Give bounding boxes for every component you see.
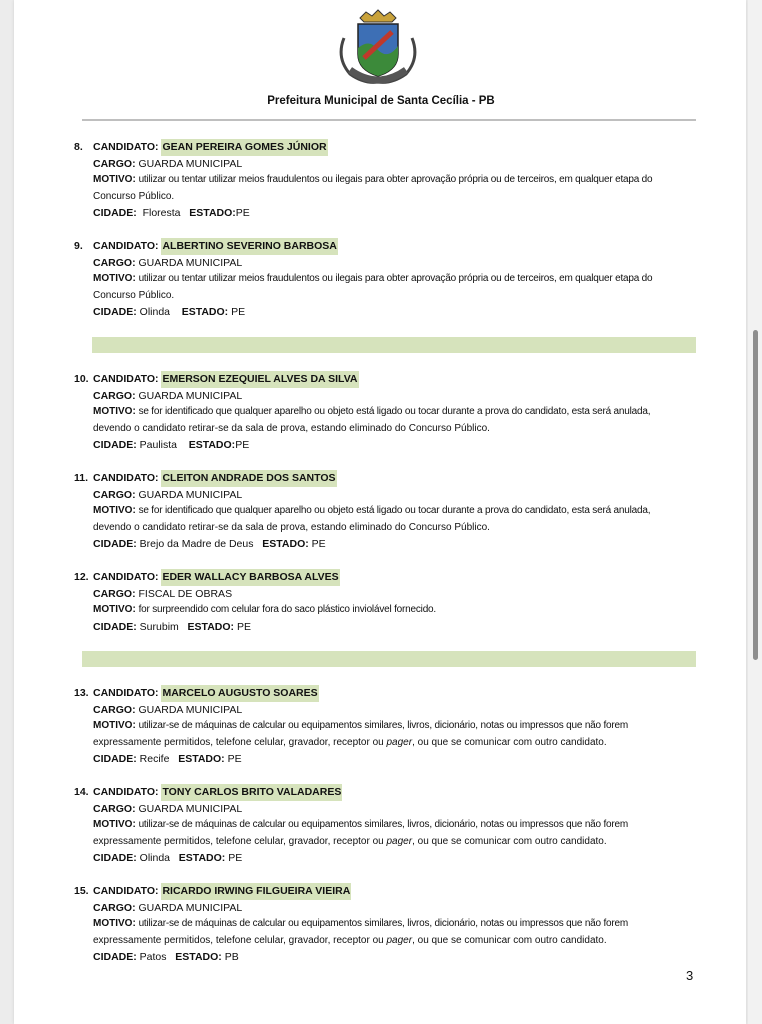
- candidate-entry-10: [74, 371, 696, 454]
- motivo-italic: pager: [386, 934, 413, 946]
- candidate-number: 9.: [74, 240, 83, 252]
- motivo-label: MOTIVO:: [93, 819, 136, 830]
- motivo-text: utilizar-se de máquinas de calcular ou equipamentos similares, livros, dicionário, notas ou impressos que não forem: [138, 819, 629, 830]
- cargo-line: [93, 801, 696, 818]
- estado-value: PE: [228, 852, 243, 864]
- cidade-label: CIDADE:: [93, 753, 137, 765]
- motivo-line: [93, 172, 696, 189]
- candidate-label: CANDIDATO:: [93, 240, 159, 252]
- candidate-label: CANDIDATO:: [93, 373, 159, 385]
- estado-label: ESTADO:: [178, 753, 225, 765]
- candidate-name: EDER WALLACY BARBOSA ALVES: [161, 569, 339, 586]
- candidate-name: CLEITON ANDRADE DOS SANTOS: [161, 470, 336, 487]
- motivo-label: MOTIVO:: [93, 918, 136, 929]
- location-line: [93, 536, 696, 553]
- section-divider-band: [82, 651, 696, 667]
- candidate-entry-13: [74, 685, 696, 768]
- motivo-continuation: [93, 834, 696, 851]
- candidate-entry-8: [74, 139, 696, 222]
- estado-label: ESTADO:: [178, 852, 226, 864]
- candidate-number: 12.: [74, 571, 89, 583]
- candidate-name: MARCELO AUGUSTO SOARES: [161, 685, 318, 702]
- motivo-line: [93, 271, 696, 288]
- cidade-value: Olinda: [139, 306, 171, 318]
- motivo-label: MOTIVO:: [93, 505, 136, 516]
- motivo-text-part: , ou que se comunicar com outro candidato.: [412, 835, 607, 847]
- cargo-label: CARGO:: [93, 157, 136, 170]
- motivo-text-part: , ou que se comunicar com outro candidato.: [412, 934, 607, 946]
- candidate-number: 10.: [74, 373, 89, 385]
- candidate-heading: [74, 784, 696, 801]
- candidate-label: CANDIDATO:: [93, 687, 159, 699]
- cargo-line: [93, 487, 696, 504]
- cargo-value: FISCAL DE OBRAS: [138, 587, 233, 600]
- cargo-label: CARGO:: [93, 901, 136, 914]
- cidade-value: Patos: [139, 951, 167, 963]
- candidate-name: RICARDO IRWING FILGUEIRA VIEIRA: [161, 883, 351, 900]
- candidate-label: CANDIDATO:: [93, 786, 159, 798]
- motivo-text-part: expressamente permitidos, telefone celular, gravador, receptor ou: [93, 736, 387, 748]
- motivo-continuation: devendo o candidato retirar-se da sala de prova, estando eliminado do Concurso Público.: [93, 422, 490, 434]
- motivo-line: [93, 404, 696, 421]
- candidate-label: CANDIDATO:: [93, 571, 159, 583]
- cargo-value: GUARDA MUNICIPAL: [138, 488, 243, 501]
- cargo-label: CARGO:: [93, 389, 136, 402]
- candidate-name: TONY CARLOS BRITO VALADARES: [161, 784, 342, 801]
- page-number: 3: [686, 968, 694, 983]
- motivo-italic: pager: [386, 736, 413, 748]
- estado-label: ESTADO:: [175, 951, 222, 963]
- motivo-line: [93, 718, 696, 735]
- candidate-label: CANDIDATO:: [93, 472, 159, 484]
- cidade-label: CIDADE:: [93, 951, 137, 963]
- header-divider: [82, 119, 696, 121]
- cargo-line: [93, 702, 696, 719]
- candidate-heading: [74, 238, 696, 255]
- cargo-value: GUARDA MUNICIPAL: [138, 802, 243, 815]
- location-line: [93, 619, 696, 636]
- cidade-value: Floresta: [142, 207, 181, 219]
- cidade-value: Olinda: [139, 852, 171, 864]
- cargo-value: GUARDA MUNICIPAL: [138, 389, 243, 402]
- motivo-label: MOTIVO:: [93, 174, 136, 185]
- cargo-value: GUARDA MUNICIPAL: [138, 256, 243, 269]
- candidate-number: 15.: [74, 885, 89, 897]
- cargo-label: CARGO:: [93, 256, 136, 269]
- motivo-continuation: Concurso Público.: [93, 190, 175, 202]
- location-line: [93, 850, 696, 867]
- location-line: [93, 304, 696, 321]
- cidade-value: Paulista: [139, 439, 178, 451]
- cargo-value: GUARDA MUNICIPAL: [138, 703, 243, 716]
- candidate-heading: [74, 139, 696, 156]
- motivo-text: se for identificado que qualquer aparelho ou objeto está ligado ou tocar durante a prova do candidato, esta será anulada,: [138, 406, 651, 417]
- cargo-value: GUARDA MUNICIPAL: [138, 157, 243, 170]
- cidade-label: CIDADE:: [93, 620, 137, 633]
- candidate-number: 14.: [74, 786, 89, 798]
- candidate-entry-12: [74, 569, 696, 635]
- candidate-label: CANDIDATO:: [93, 885, 159, 897]
- cargo-line: [93, 900, 696, 917]
- candidate-entry-15: [74, 883, 696, 966]
- cidade-label: CIDADE:: [93, 439, 137, 451]
- candidate-number: 11.: [74, 472, 89, 484]
- coat-of-arms-logo: [330, 8, 420, 88]
- location-line: [93, 751, 696, 768]
- estado-value: PE: [235, 207, 250, 219]
- candidate-entry-11: [74, 470, 696, 553]
- candidate-heading: [74, 371, 696, 388]
- candidate-heading: [74, 569, 696, 586]
- estado-label: ESTADO:: [262, 538, 309, 550]
- location-line: [93, 205, 696, 222]
- motivo-label: MOTIVO:: [93, 720, 136, 731]
- motivo-text: utilizar ou tentar utilizar meios fraudulentos ou ilegais para obter aprovação própria ou de terceiros, em qualquer etapa do: [138, 174, 653, 185]
- candidate-heading: [74, 470, 696, 487]
- cargo-value: GUARDA MUNICIPAL: [138, 901, 243, 914]
- municipality-title: Prefeitura Municipal de Santa Cecília - PB: [267, 95, 495, 107]
- motivo-line: [93, 817, 696, 834]
- candidate-label: CANDIDATO:: [93, 141, 159, 153]
- cidade-label: CIDADE:: [93, 538, 137, 550]
- motivo-continuation: [93, 735, 696, 752]
- motivo-italic: pager: [386, 835, 413, 847]
- candidate-number: 8.: [74, 141, 83, 153]
- cidade-label: CIDADE:: [93, 207, 137, 219]
- estado-value: PB: [224, 951, 239, 963]
- estado-value: PE: [231, 306, 246, 318]
- motivo-text-part: , ou que se comunicar com outro candidato.: [412, 736, 607, 748]
- motivo-label: MOTIVO:: [93, 273, 136, 284]
- estado-value: PE: [235, 439, 250, 451]
- estado-value: PE: [227, 753, 242, 765]
- candidate-name: ALBERTINO SEVERINO BARBOSA: [161, 238, 337, 255]
- document-page: [14, 0, 746, 1024]
- cargo-label: CARGO:: [93, 488, 136, 501]
- candidate-number: 13.: [74, 687, 89, 699]
- cargo-line: [93, 388, 696, 405]
- estado-value: PE: [311, 538, 326, 550]
- candidate-heading: [74, 685, 696, 702]
- motivo-text: utilizar ou tentar utilizar meios fraudulentos ou ilegais para obter aprovação própria ou de terceiros, em qualquer etapa do: [138, 273, 653, 284]
- scrollbar-track[interactable]: [748, 0, 762, 1024]
- cidade-value: Recife: [139, 753, 170, 765]
- section-divider-band: [92, 337, 696, 353]
- cidade-label: CIDADE:: [93, 306, 137, 318]
- location-line: [93, 949, 696, 966]
- estado-label: ESTADO:: [187, 620, 235, 633]
- scrollbar-thumb[interactable]: [753, 330, 758, 660]
- motivo-text: utilizar-se de máquinas de calcular ou equipamentos similares, livros, dicionário, notas ou impressos que não forem: [138, 720, 629, 731]
- motivo-text-part: expressamente permitidos, telefone celular, gravador, receptor ou: [93, 934, 387, 946]
- motivo-text: se for identificado que qualquer aparelho ou objeto está ligado ou tocar durante a prova do candidato, esta será anulada,: [138, 505, 651, 516]
- estado-value: PE: [236, 620, 251, 633]
- candidate-entry-14: [74, 784, 696, 867]
- candidate-name: GEAN PEREIRA GOMES JÚNIOR: [161, 139, 327, 156]
- motivo-label: MOTIVO:: [93, 406, 136, 417]
- motivo-line: [93, 602, 696, 619]
- estado-label: ESTADO:: [189, 207, 236, 219]
- cargo-line: [93, 586, 696, 603]
- estado-label: ESTADO:: [181, 306, 229, 318]
- motivo-continuation: [93, 933, 696, 950]
- cargo-line: [93, 255, 696, 272]
- candidate-heading: [74, 883, 696, 900]
- cargo-line: [93, 156, 696, 173]
- cargo-label: CARGO:: [93, 587, 136, 600]
- cidade-value: Brejo da Madre de Deus: [139, 538, 254, 550]
- cidade-value: Surubim: [139, 620, 179, 633]
- motivo-text: utilizar-se de máquinas de calcular ou equipamentos similares, livros, dicionário, notas ou impressos que não forem: [138, 918, 629, 929]
- motivo-continuation: Concurso Público.: [93, 289, 175, 301]
- motivo-label: MOTIVO:: [93, 604, 136, 615]
- candidate-name: EMERSON EZEQUIEL ALVES DA SILVA: [161, 371, 358, 388]
- location-line: [93, 437, 696, 454]
- motivo-text-part: expressamente permitidos, telefone celular, gravador, receptor ou: [93, 835, 387, 847]
- cargo-label: CARGO:: [93, 703, 136, 716]
- motivo-text: for surpreendido com celular fora do saco plástico inviolável fornecido.: [138, 604, 436, 615]
- motivo-line: [93, 503, 696, 520]
- cidade-label: CIDADE:: [93, 852, 137, 864]
- motivo-line: [93, 916, 696, 933]
- candidate-entry-9: [74, 238, 696, 321]
- motivo-continuation: devendo o candidato retirar-se da sala de prova, estando eliminado do Concurso Público.: [93, 521, 490, 533]
- cargo-label: CARGO:: [93, 802, 136, 815]
- estado-label: ESTADO:: [188, 439, 236, 451]
